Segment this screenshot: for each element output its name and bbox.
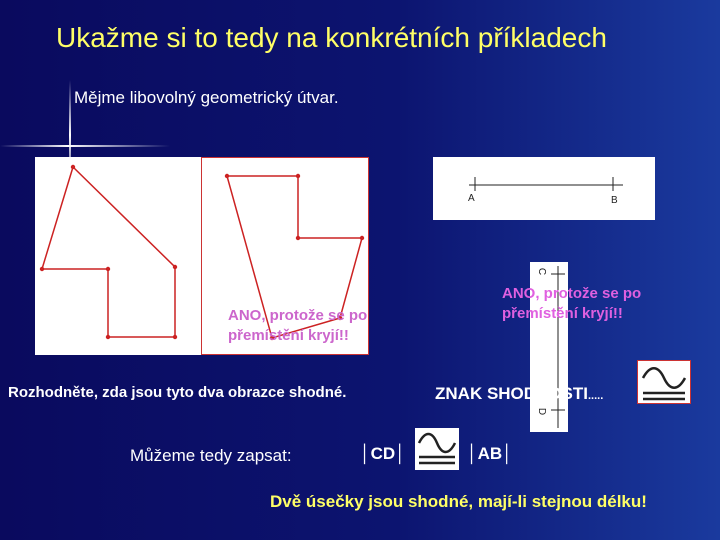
conclusion-text: Dvě úsečky jsou shodné, mají-li stejnou délku!	[270, 492, 647, 511]
answer-shapes-text: ANO, protože se po přemístění kryjí!!	[228, 307, 368, 344]
segment-ab-notation: │AB│	[467, 444, 513, 463]
write-label: Můžeme tedy zapsat:	[130, 446, 292, 465]
congruence-symbol-large-icon	[637, 360, 691, 404]
segment-cd-notation: │CD│	[360, 444, 406, 463]
decide-text: Rozhodněte, zda jsou tyto dva obrazce shodné.	[8, 384, 347, 401]
shape-panel-left	[35, 157, 203, 355]
answer-segments-text: ANO, protože se po přemístění kryjí!!	[502, 285, 642, 322]
point-d-label: D	[536, 407, 548, 416]
answer-shapes	[228, 306, 428, 346]
congruence-sign-text: ZNAK SHODNOSTI	[435, 384, 588, 403]
decorative-horizontal-line	[0, 145, 170, 147]
congruence-symbol-small-icon	[415, 428, 459, 470]
point-c-label: C	[536, 267, 548, 276]
answer-segments	[502, 284, 692, 324]
slide-title: Ukažme si to tedy na konkrétních příkladech	[56, 22, 607, 53]
point-b-label: B	[611, 195, 618, 206]
segment-ab-figure	[433, 157, 655, 220]
shape-left-figure	[35, 157, 203, 355]
point-a-label: A	[468, 193, 475, 204]
intro-text: Mějme libovolný geometrický útvar.	[74, 88, 339, 107]
congruence-sign-dots: .....	[588, 390, 604, 402]
segment-panel-ab	[433, 157, 655, 220]
congruence-sign-label	[435, 384, 603, 404]
